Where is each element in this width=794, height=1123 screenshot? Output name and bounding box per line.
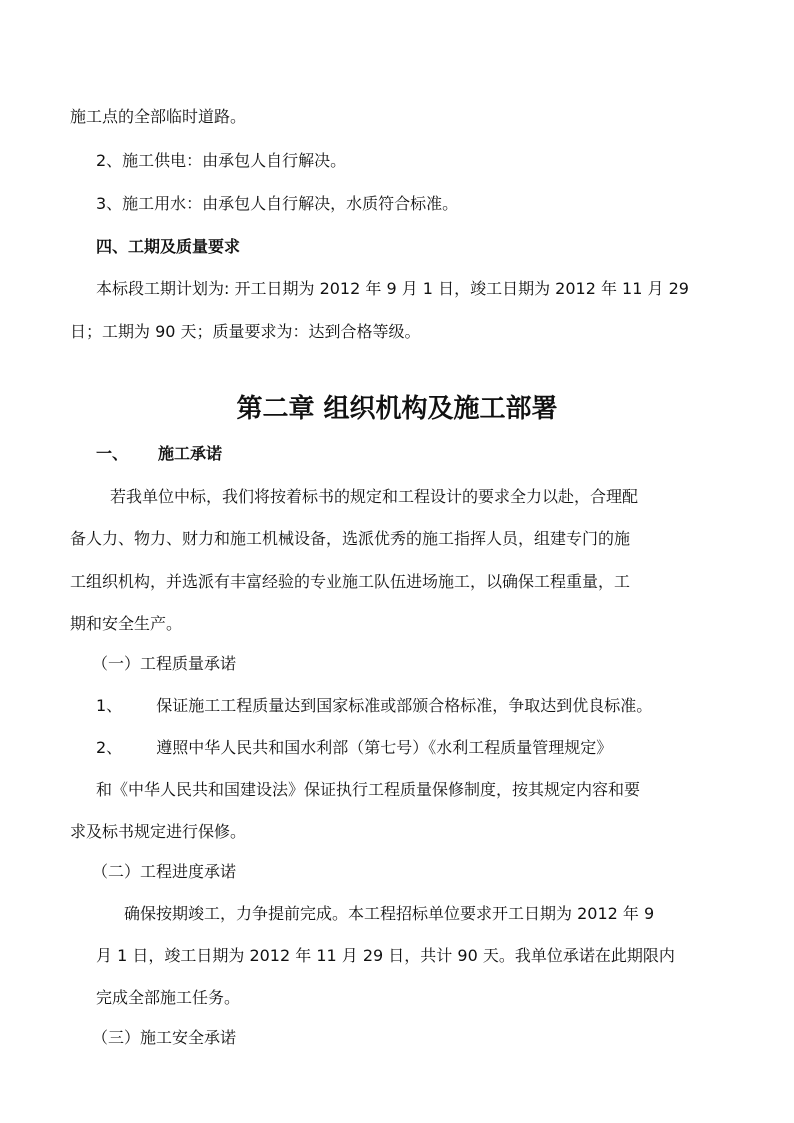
paragraph-line: 工组织机构，并选派有丰富经验的专业施工队伍进场施工，以确保工程重量，工 <box>70 572 631 591</box>
list-text: 遵照中华人民共和国水利部（第七号）《水利工程质量管理规定》 <box>156 738 613 757</box>
paragraph-line: 日；工期为 90 天；质量要求为：达到合格等级。 <box>70 322 421 341</box>
subsection-heading: （一）工程质量承诺 <box>92 654 237 673</box>
list-item <box>96 737 612 759</box>
list-number: 1、 <box>96 696 123 715</box>
paragraph-line: 完成全部施工任务。 <box>96 988 241 1007</box>
paragraph-line: 求及标书规定进行保修。 <box>70 822 247 841</box>
section-heading <box>96 443 222 465</box>
paragraph-line: 施工点的全部临时道路。 <box>70 107 247 126</box>
list-item <box>96 695 652 717</box>
list-item: 3、施工用水：由承包人自行解决，水质符合标准。 <box>96 194 459 213</box>
subsection-heading: （三）施工安全承诺 <box>92 1028 237 1047</box>
section-heading: 四、工期及质量要求 <box>96 237 241 256</box>
paragraph-line: 和《中华人民共和国建设法》保证执行工程质量保修制度，按其规定内容和要 <box>96 780 641 799</box>
paragraph-line: 若我单位中标，我们将按着标书的规定和工程设计的要求全力以赴，合理配 <box>110 487 639 506</box>
subsection-heading: （二）工程进度承诺 <box>92 862 237 881</box>
chapter-title: 第二章 组织机构及施工部署 <box>236 394 558 424</box>
paragraph-line: 本标段工期计划为: 开工日期为 2012 年 9 月 1 日，竣工日期为 2012 年 11 月 29 <box>96 279 689 298</box>
section-title: 施工承诺 <box>158 444 223 463</box>
list-text: 保证施工工程质量达到国家标准或部颁合格标准，争取达到优良标准。 <box>156 696 653 715</box>
paragraph-line: 月 1 日，竣工日期为 2012 年 11 月 29 日，共计 90 天。我单位承诺在此期限内 <box>96 946 675 965</box>
section-number: 一、 <box>96 444 129 463</box>
list-item: 2、施工供电：由承包人自行解决。 <box>96 151 347 170</box>
paragraph-line: 备人力、物力、财力和施工机械设备，选派优秀的施工指挥人员，组建专门的施 <box>70 529 631 548</box>
list-number: 2、 <box>96 738 123 757</box>
paragraph-line: 期和安全生产。 <box>70 614 183 633</box>
paragraph-line: 确保按期竣工，力争提前完成。本工程招标单位要求开工日期为 2012 年 9 <box>124 904 655 923</box>
